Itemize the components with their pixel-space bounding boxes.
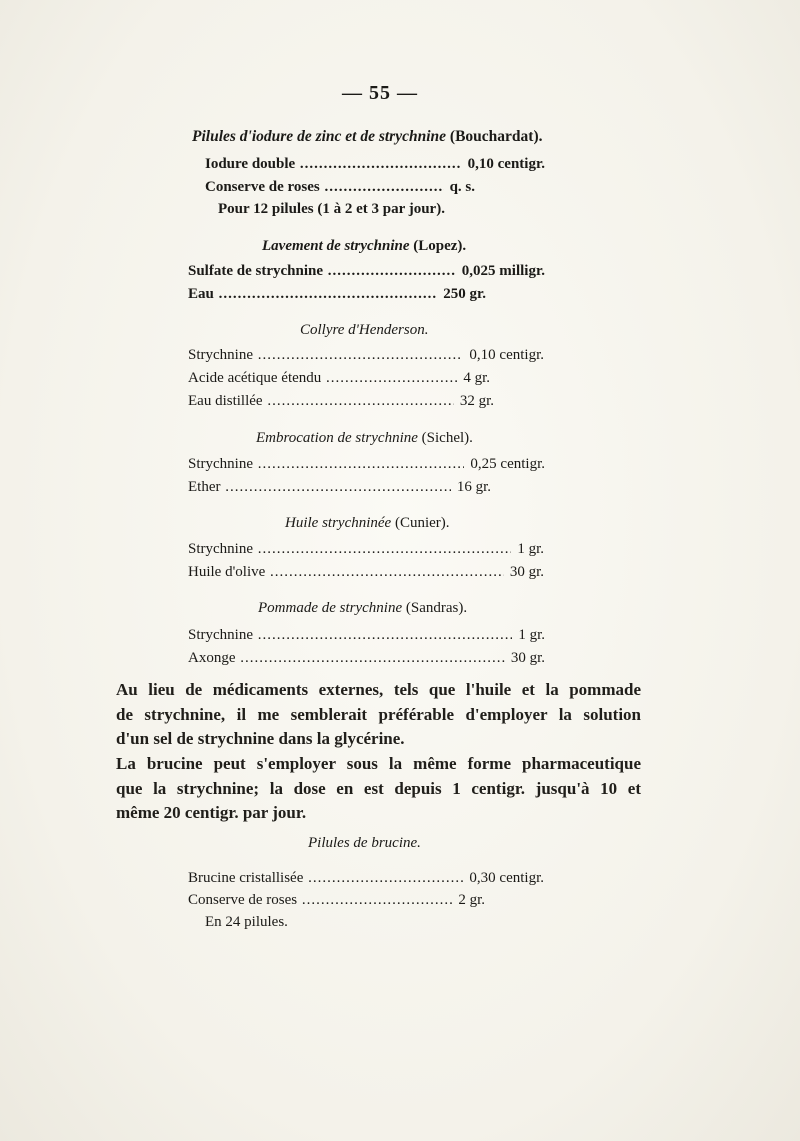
ingredient-row <box>205 156 545 173</box>
ingredient-qty: 0,10 centigr. <box>469 347 544 363</box>
recipe-title-author: (Lopez). <box>413 238 467 254</box>
paragraph-line: Au lieu de médicaments externes, tels que l'huile et la pommade <box>116 680 641 699</box>
recipe-note: En 24 pilules. <box>205 914 288 930</box>
paragraph-line: La brucine peut s'employer sous la même forme pharmaceutique <box>116 754 641 773</box>
recipe-title-italic: Pommade de strychnine <box>258 600 403 616</box>
ingredient-name: Eau ..... <box>188 286 437 303</box>
recipe-title <box>308 835 421 852</box>
recipe-title <box>300 322 428 339</box>
recipe-title-author: (Sichel). <box>421 430 473 446</box>
paragraph-line: que la strychnine; la dose en est depuis 1 centigr. jusqu'à 10 et <box>116 778 641 798</box>
recipe-title <box>285 515 450 532</box>
ingredient-name: Acide acétique étendu ..... <box>188 370 457 387</box>
ingredient-name: Brucine cristallisée ..... <box>188 870 463 887</box>
recipe-title-italic: Collyre d'Henderson. <box>300 322 429 338</box>
ingredient-qty: 0,025 milligr. <box>461 263 545 279</box>
ingredient-qty: 16 gr. <box>456 479 491 495</box>
recipe-title <box>256 430 473 447</box>
ingredient-name: Conserve de roses ..... <box>188 892 452 909</box>
ingredient-qty: 30 gr. <box>509 564 544 580</box>
ingredient-row <box>188 479 491 496</box>
ingredient-qty: 32 gr. <box>459 393 494 409</box>
ingredient-qty: 0,10 centigr. <box>467 156 545 172</box>
ingredient-name: Huile d'olive ..... <box>188 564 504 581</box>
recipe-title-italic: Huile strychninée <box>285 515 392 531</box>
ingredient-row <box>188 564 544 581</box>
ingredient-row <box>188 627 545 644</box>
ingredient-name: Iodure double ..... <box>205 156 462 173</box>
paragraph-line: d'un sel de strychnine dans la glycérine. <box>116 729 405 748</box>
recipe-note: Pour 12 pilules (1 à 2 et 3 par jour). <box>218 201 445 217</box>
ingredient-qty: 30 gr. <box>510 650 545 666</box>
ingredient-qty: 1 gr. <box>517 541 544 557</box>
ingredient-qty: 2 gr. <box>458 892 485 908</box>
ingredient-row <box>188 870 544 887</box>
ingredient-name: Conserve de roses ..... <box>205 179 444 196</box>
ingredient-row <box>188 347 544 364</box>
recipe-title <box>258 600 467 617</box>
ingredient-qty: 0,30 centigr. <box>469 870 544 886</box>
ingredient-qty: q. s. <box>449 179 475 195</box>
ingredient-row <box>188 263 545 280</box>
ingredient-row <box>188 650 545 667</box>
ingredient-name: Ether ..... <box>188 479 451 496</box>
recipe-title-author: (Sandras). <box>405 600 468 616</box>
recipe-title-author: (Cunier). <box>394 515 450 531</box>
ingredient-row <box>188 370 490 387</box>
recipe-title <box>262 238 466 255</box>
body-paragraph <box>116 678 641 752</box>
ingredient-name: Strychnine ..... <box>188 347 463 364</box>
ingredient-name: Sulfate de strychnine ..... <box>188 263 456 280</box>
ingredient-name: Eau distillée ..... <box>188 393 454 410</box>
ingredient-row <box>205 179 475 196</box>
ingredient-qty: 4 gr. <box>463 370 490 386</box>
recipe-title-italic: Pilules d'iodure de zinc et de strychnine <box>192 128 447 145</box>
ingredient-row <box>188 541 544 558</box>
ingredient-name: Strychnine ..... <box>188 456 464 473</box>
ingredient-name: Strychnine ..... <box>188 541 511 558</box>
ingredient-row <box>188 393 494 410</box>
ingredient-name: Strychnine ..... <box>188 627 512 644</box>
paragraph-line: de strychnine, il me semblerait préférable d'employer la solution <box>116 704 641 724</box>
ingredient-row <box>188 892 485 909</box>
recipe-title-author: (Bouchardat). <box>449 128 543 145</box>
body-paragraph <box>116 752 641 826</box>
paragraph-line: même 20 centigr. par jour. <box>116 803 307 822</box>
recipe-title <box>192 128 542 146</box>
recipe-title-italic: Embrocation de strychnine <box>256 430 418 446</box>
page-number: — 55 — <box>342 82 418 104</box>
ingredient-qty: 250 gr. <box>443 286 486 302</box>
ingredient-name: Axonge ..... <box>188 650 505 667</box>
ingredient-qty: 0,25 centigr. <box>470 456 545 472</box>
ingredient-row <box>188 286 486 303</box>
ingredient-qty: 1 gr. <box>518 627 545 643</box>
recipe-title-italic: Lavement de strychnine <box>262 238 410 254</box>
recipe-title-italic: Pilules de brucine. <box>308 835 421 851</box>
ingredient-row <box>188 456 545 473</box>
